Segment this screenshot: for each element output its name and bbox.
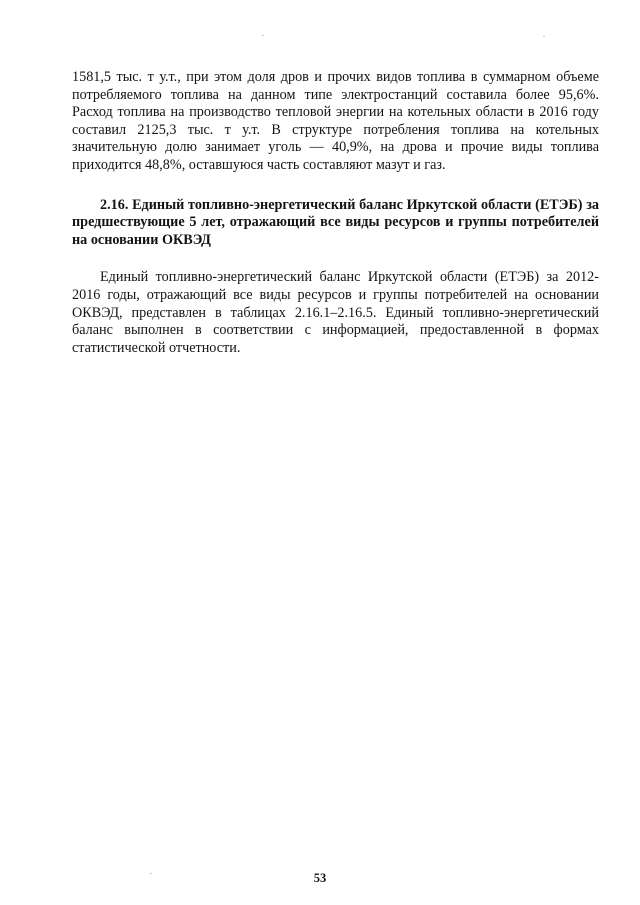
page-number: 53: [313, 871, 327, 885]
section-heading: 2.16. Единый топливно-энергетический баланс Иркутской области (ЕТЭБ) за предшествующие 5 лет, отражающий все виды ресурсов и группы потребителей на основании ОКВЭД: [72, 196, 599, 248]
paragraph-energy-balance: Единый топливно-энергетический баланс Иркутской области (ЕТЭБ) за 2012-2016 годы, отражающий все виды ресурсов и группы потребителей на основании ОКВЭД, представлен в таблицах 2.16.1–2.16.5. Единый топливно-энергетический баланс выполнен в соответствии с информацией, предоставленной в формах статистической отчетности.: [72, 269, 599, 356]
paragraph-fuel-consumption: 1581,5 тыс. т у.т., при этом доля дров и прочих видов топлива в суммарном объеме потребляемого топлива на данном типе электростанций составила более 95,6%. Расход топлива на производство тепловой энергии на котельных области в 2016 году составил 2125,3 тыс. т у.т. В структуре потребления топлива на котельных значительную долю занимает уголь — 40,9%, на дрова и прочие виды топлива приходится 48,8%, оставшуюся часть составляют мазут и газ.: [72, 69, 599, 173]
scan-speck: [262, 35, 264, 36]
scan-speck: [543, 36, 545, 37]
page-content: [72, 69, 599, 357]
scan-speck: [150, 873, 152, 874]
